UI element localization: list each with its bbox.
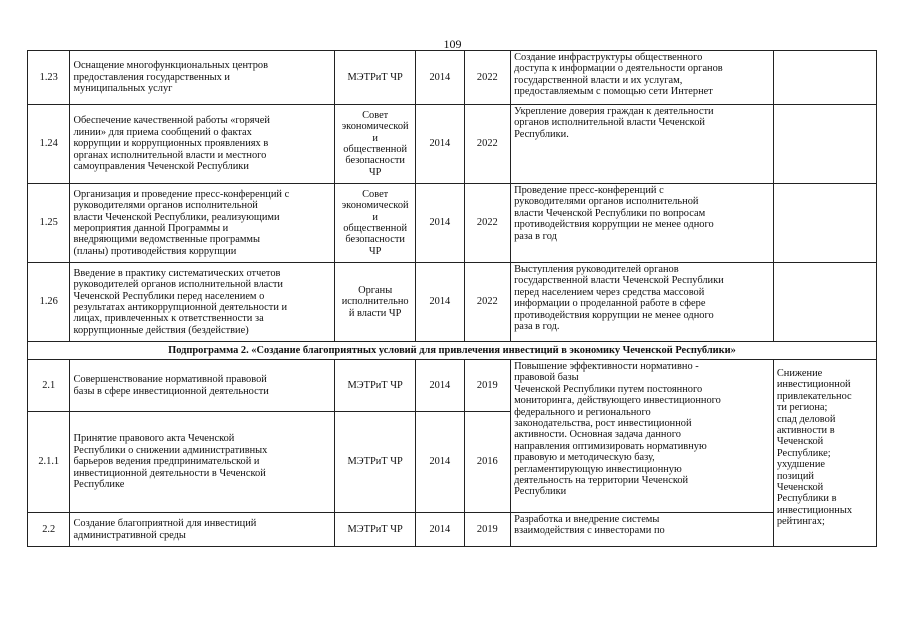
end-year: 2022 [464,51,510,105]
start-year: 2014 [416,263,465,342]
executor-cell: МЭТРиТ ЧР [335,360,416,412]
row-number: 2.1 [28,360,70,412]
result-cell: Разработка и внедрение системы взаимодействия с инвесторами по [511,513,774,547]
end-year: 2022 [464,263,510,342]
row-number: 2.2 [28,513,70,547]
end-year: 2022 [464,184,510,263]
action-cell: Принятие правового акта Чеченской Республики о снижении административных барьеров ведения предпринимательской и инвестиционной деятельности в Чеченской Республике [70,412,335,513]
start-year: 2014 [416,513,465,547]
row-number: 1.26 [28,263,70,342]
table-row [28,360,877,412]
extra-cell [773,184,876,263]
subprogram-title: Подпрограмма 2. «Создание благоприятных условий для привлечения инвестиций в экономику Чеченской Республики» [28,342,877,360]
result-cell: Укрепление доверия граждан к деятельности органов исполнительной власти Чеченской Республики. [511,105,774,184]
end-year: 2016 [464,412,510,513]
executor-cell: МЭТРиТ ЧР [335,51,416,105]
executor-cell: МЭТРиТ ЧР [335,513,416,547]
merged-result-cell: Повышение эффективности нормативно - правовой базы Чеченской Республики путем постоянного мониторинга, действующего инвестиционного федерального и регионального законодательства, рост инвестиционной активности. Основная задача данного направления оптимизировать нормативную правовую и методическую базу, регламентирующую инвестиционную деятельность на территории Чеченской Республики [511,360,774,513]
extra-cell [773,51,876,105]
end-year: 2019 [464,513,510,547]
table-row [28,51,877,105]
merged-risk-cell: Снижение инвестиционной привлекательнос ти региона; спад деловой активности в Чеченской Республике; ухудшение позиций Чеченской Республики в инвестиционных рейтингах; [773,360,876,547]
executor-cell: Совет экономической и общественной безопасности ЧР [335,105,416,184]
end-year: 2022 [464,105,510,184]
action-cell: Введение в практику систематических отчетов руководителей органов исполнительной власти Чеченской Республики перед населением о результатах антикоррупционной деятельности и лицах, привлеченных к ответственности за коррупционные действия (бездействие) [70,263,335,342]
subprogram-row [28,342,877,360]
start-year: 2014 [416,105,465,184]
result-cell: Создание инфраструктуры общественного доступа к информации о деятельности органов государственной власти и их услугам, предоставляемым с помощью сети Интернет [511,51,774,105]
start-year: 2014 [416,360,465,412]
result-cell: Проведение пресс-конференций с руководителями органов исполнительной власти Чеченской Республики по вопросам противодействия коррупции не менее одного раза в год [511,184,774,263]
start-year: 2014 [416,184,465,263]
row-number: 1.23 [28,51,70,105]
table-row [28,263,877,342]
row-number: 1.25 [28,184,70,263]
table-row [28,184,877,263]
result-cell: Выступления руководителей органов государственной власти Чеченской Республики перед населением через средства массовой информации о проделанной работе в сфере противодействия коррупции не менее одного раза в год. [511,263,774,342]
executor-cell: Совет экономической и общественной безопасности ЧР [335,184,416,263]
row-number: 1.24 [28,105,70,184]
action-cell: Создание благоприятной для инвестиций административной среды [70,513,335,547]
action-cell: Обеспечение качественной работы «горячей линии» для приема сообщений о фактах коррупции и коррупционных проявлениях в органах исполнительной власти и местного самоуправления Чеченской Республики [70,105,335,184]
table-row [28,513,877,547]
measures-table [27,50,877,547]
start-year: 2014 [416,51,465,105]
table-row [28,105,877,184]
extra-cell [773,105,876,184]
action-cell: Совершенствование нормативной правовой базы в сфере инвестиционной деятельности [70,360,335,412]
end-year: 2019 [464,360,510,412]
page-number: 109 [443,37,462,51]
start-year: 2014 [416,412,465,513]
action-cell: Оснащение многофункциональных центров предоставления государственных и муниципальных услуг [70,51,335,105]
action-cell: Организация и проведение пресс-конференций с руководителями органов исполнительной власти Чеченской Республики, реализующими мероприятия данной Программы и внедряющими ведомственные программы (планы) противодействия коррупции [70,184,335,263]
row-number: 2.1.1 [28,412,70,513]
executor-cell: Органы исполнительно й власти ЧР [335,263,416,342]
executor-cell: МЭТРиТ ЧР [335,412,416,513]
extra-cell [773,263,876,342]
